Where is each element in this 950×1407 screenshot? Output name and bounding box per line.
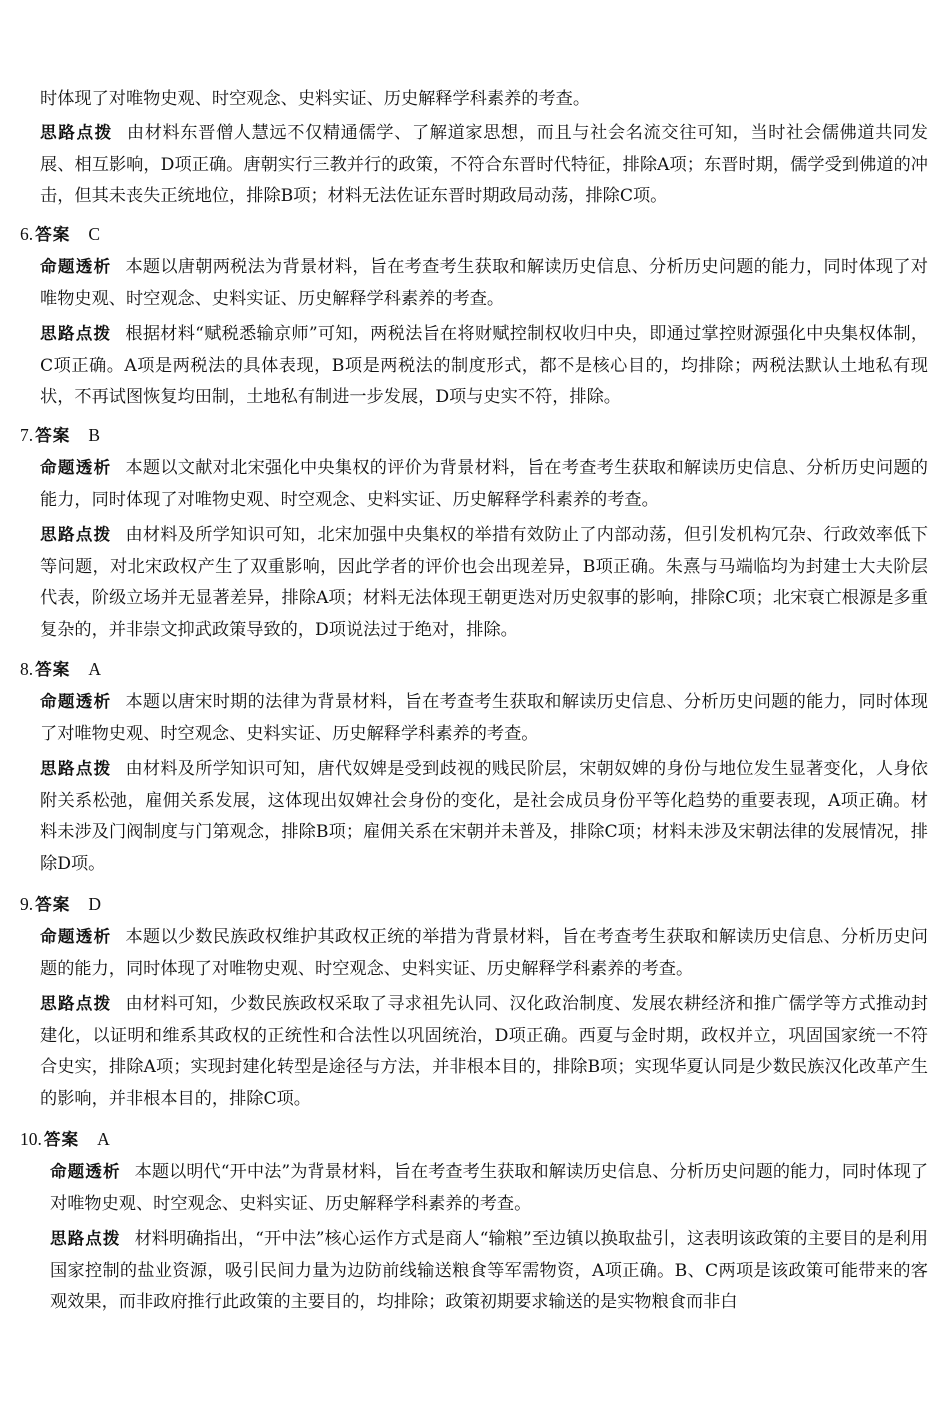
prev-analysis-tail xyxy=(40,84,928,116)
question-9-analysis xyxy=(40,921,928,985)
answer-value: A xyxy=(97,1129,110,1149)
analysis-label: 命题透析 xyxy=(40,458,112,477)
analysis-label: 命题透析 xyxy=(40,692,112,711)
analysis-label: 命题透析 xyxy=(40,927,112,946)
question-10-analysis xyxy=(50,1156,928,1220)
question-7-analysis xyxy=(40,452,928,516)
question-8-idea xyxy=(40,753,928,880)
idea-label: 思路点拨 xyxy=(40,759,112,778)
idea-text: 由材料及所学知识可知，北宋加强中央集权的举措有效防止了内部动荡，但引发机构冗杂、行政效率低下等问题，对北宋政权产生了双重影响，因此学者的评价也会出现差异，B项正确。朱熹与马端临均为封建士大夫阶层代表，阶级立场并无显著差异，排除A项；材料无法体现王朝更迭对历史叙事的影响，排除C项；北宋衰亡根源是多重复杂的，并非崇文抑武政策导致的，D项说法过于绝对，排除。 xyxy=(40,525,928,640)
question-10-header xyxy=(20,1124,110,1155)
idea-label: 思路点拨 xyxy=(40,994,112,1013)
idea-text: 由材料及所学知识可知，唐代奴婢是受到歧视的贱民阶层，宋朝奴婢的身份与地位发生显著变化，人身依附关系松弛，雇佣关系发展，这体现出奴婢社会身份的变化，是社会成员身份平等化趋势的重要表现，A项正确。材料未涉及门阀制度与门第观念，排除B项；雇佣关系在宋朝并未普及，排除C项；材料未涉及宋朝法律的发展情况，排除D项。 xyxy=(40,759,928,874)
analysis-text: 本题以少数民族政权维护其政权正统的举措为背景材料，旨在考查考生获取和解读历史信息、分析历史问题的能力，同时体现了对唯物史观、时空观念、史料实证、历史解释学科素养的考查。 xyxy=(40,927,928,979)
answer-label: 答案 xyxy=(35,660,71,679)
question-number: 9. xyxy=(20,894,34,914)
question-8-header xyxy=(20,654,101,685)
question-8-analysis xyxy=(40,686,928,750)
question-9-idea xyxy=(40,988,928,1115)
answer-value: A xyxy=(88,659,101,679)
answer-label: 答案 xyxy=(35,225,71,244)
idea-text: 根据材料“赋税悉输京师”可知，两税法旨在将财赋控制权收归中央，即通过掌控财源强化中央集权体制，C项正确。A项是两税法的具体表现，B项是两税法的制度形式，都不是核心目的，均排除；两税法默认土地私有现状，不再试图恢复均田制，土地私有制进一步发展，D项与史实不符，排除。 xyxy=(40,324,929,407)
question-7-header xyxy=(20,420,100,451)
question-number: 7. xyxy=(20,425,34,445)
prev-analysis-text: 时体现了对唯物史观、时空观念、史料实证、历史解释学科素养的考查。 xyxy=(40,89,591,109)
answer-label: 答案 xyxy=(35,895,71,914)
answer-label: 答案 xyxy=(43,1130,80,1149)
answer-value: D xyxy=(88,894,101,914)
question-number: 8. xyxy=(20,659,34,679)
answer-value: C xyxy=(88,224,100,244)
idea-label: 思路点拨 xyxy=(40,324,112,343)
question-9-header xyxy=(20,889,101,920)
idea-label: 思路点拨 xyxy=(40,123,113,142)
analysis-text: 本题以明代“开中法”为背景材料，旨在考查考生获取和解读历史信息、分析历史问题的能力，同时体现了对唯物史观、时空观念、史料实证、历史解释学科素养的考查。 xyxy=(50,1162,929,1214)
question-6-idea xyxy=(40,318,928,414)
question-number: 10. xyxy=(20,1129,42,1149)
analysis-text: 本题以唐朝两税法为背景材料，旨在考查考生获取和解读历史信息、分析历史问题的能力，同时体现了对唯物史观、时空观念、史料实证、历史解释学科素养的考查。 xyxy=(40,257,928,309)
question-6-header xyxy=(20,219,100,250)
analysis-label: 命题透析 xyxy=(40,257,112,276)
idea-text: 由材料可知，少数民族政权采取了寻求祖先认同、汉化政治制度、发展农耕经济和推广儒学等方式推动封建化，以证明和维系其政权的正统性和合法性以巩固统治，D项正确。西夏与金时期，政权并立，巩固国家统一不符合史实，排除A项；实现封建化转型是途径与方法，并非根本目的，排除B项；实现华夏认同是少数民族汉化改革产生的影响，并非根本目的，排除C项。 xyxy=(40,994,928,1109)
answer-value: B xyxy=(88,425,100,445)
idea-label: 思路点拨 xyxy=(40,525,112,544)
analysis-label: 命题透析 xyxy=(50,1162,121,1181)
prev-idea-para xyxy=(40,117,928,213)
idea-label: 思路点拨 xyxy=(50,1229,121,1248)
question-7-idea xyxy=(40,519,928,646)
idea-text: 材料明确指出，“开中法”核心运作方式是商人“输粮”至边镇以换取盐引，这表明该政策的主要目的是利用国家控制的盐业资源，吸引民间力量为边防前线输送粮食等军需物资，A项正确。B、C两项是该政策可能带来的客观效果，而非政府推行此政策的主要目的，均排除；政策初期要求输送的是实物粮食而非白 xyxy=(50,1229,929,1312)
analysis-text: 本题以文献对北宋强化中央集权的评价为背景材料，旨在考查考生获取和解读历史信息、分析历史问题的能力，同时体现了对唯物史观、时空观念、史料实证、历史解释学科素养的考查。 xyxy=(40,458,928,510)
question-10-idea xyxy=(50,1223,928,1319)
question-6-analysis xyxy=(40,251,928,315)
question-number: 6. xyxy=(20,224,34,244)
analysis-text: 本题以唐宋时期的法律为背景材料，旨在考查考生获取和解读历史信息、分析历史问题的能力，同时体现了对唯物史观、时空观念、史料实证、历史解释学科素养的考查。 xyxy=(40,692,928,744)
answer-label: 答案 xyxy=(35,426,71,445)
idea-text: 由材料东晋僧人慧远不仅精通儒学、了解道家思想，而且与社会名流交往可知，当时社会儒佛道共同发展、相互影响，D项正确。唐朝实行三教并行的政策，不符合东晋时代特征，排除A项；东晋时期，儒学受到佛道的冲击，但其未丧失正统地位，排除B项；材料无法佐证东晋时期政局动荡，排除C项。 xyxy=(40,123,928,206)
